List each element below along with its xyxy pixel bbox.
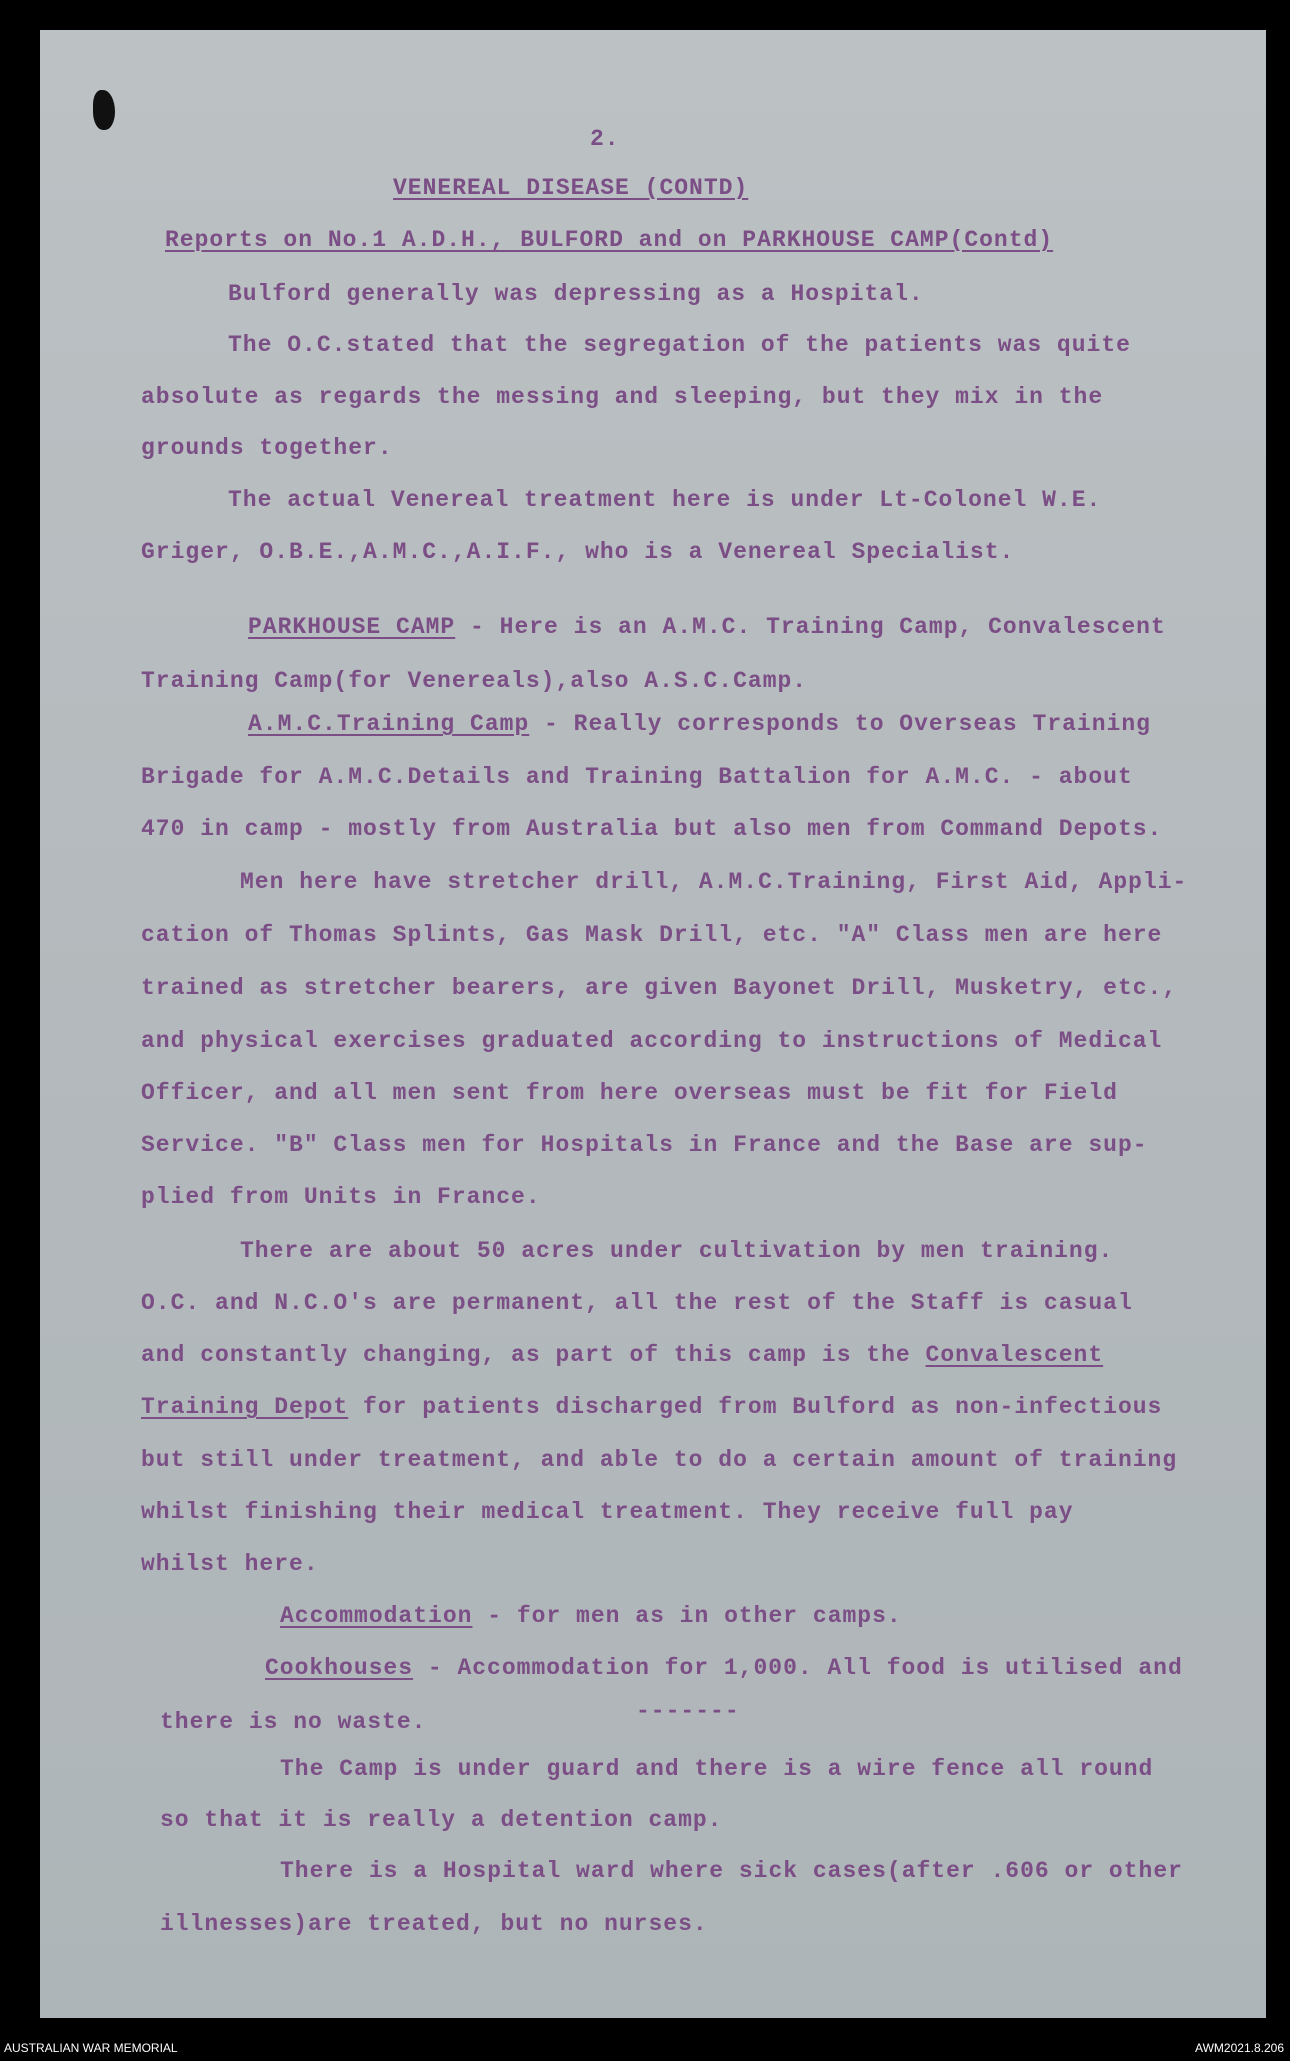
- convalescent-label: Convalescent: [925, 1342, 1104, 1368]
- para-line: Bulford generally was depressing as a Hospital.: [228, 281, 924, 307]
- para-line: there is no waste.: [160, 1709, 427, 1735]
- para-line: absolute as regards the messing and sleeping, but they mix in the: [141, 384, 1104, 410]
- para-line: Officer, and all men sent from here overseas must be fit for Field: [141, 1080, 1118, 1106]
- para-line: but still under treatment, and able to do a certain amount of training: [141, 1447, 1178, 1473]
- para-line: trained as stretcher bearers, are given Bayonet Drill, Musketry, etc.,: [141, 975, 1178, 1001]
- convalescent-line: and constantly changing, as part of this camp is the Convalescent: [141, 1342, 1104, 1368]
- para-line: whilst finishing their medical treatment. They receive full pay: [141, 1499, 1074, 1525]
- para-line: Griger, O.B.E.,A.M.C.,A.I.F., who is a Venereal Specialist.: [141, 539, 1015, 565]
- accommodation-label: Accommodation: [280, 1603, 473, 1629]
- para-line: whilst here.: [141, 1551, 319, 1577]
- para-line: 470 in camp - mostly from Australia but also men from Command Depots.: [141, 816, 1163, 842]
- section-heading: VENEREAL DISEASE (CONTD): [393, 175, 749, 201]
- para-line: Brigade for A.M.C.Details and Training Battalion for A.M.C. - about: [141, 764, 1133, 790]
- amc-line: A.M.C.Training Camp - Really corresponds to Overseas Training: [248, 711, 1151, 737]
- punch-hole: [93, 90, 115, 130]
- para-line: plied from Units in France.: [141, 1184, 541, 1210]
- footer-reference: AWM2021.8.206: [1195, 2041, 1284, 2055]
- parkhouse-label: PARKHOUSE CAMP: [248, 614, 456, 640]
- para-line: and physical exercises graduated according to instructions of Medical: [141, 1028, 1163, 1054]
- accommodation-line: Accommodation - for men as in other camps.: [280, 1603, 902, 1629]
- para-line: Service. "B" Class men for Hospitals in France and the Base are sup-: [141, 1132, 1148, 1158]
- para-line: Training Camp(for Venereals),also A.S.C.Camp.: [141, 668, 808, 694]
- para-line: The actual Venereal treatment here is under Lt-Colonel W.E.: [228, 487, 1102, 513]
- para-line: Men here have stretcher drill, A.M.C.Training, First Aid, Appli-: [240, 869, 1188, 895]
- para-line: The Camp is under guard and there is a wire fence all round: [280, 1756, 1154, 1782]
- parkhouse-line: PARKHOUSE CAMP - Here is an A.M.C. Training Camp, Convalescent: [248, 614, 1166, 640]
- dash-separator: -------: [636, 1698, 740, 1724]
- cookhouses-line: Cookhouses - Accommodation for 1,000. All food is utilised and: [265, 1655, 1183, 1681]
- para-line: The O.C.stated that the segregation of the patients was quite: [228, 332, 1131, 358]
- para-line: grounds together.: [141, 435, 393, 461]
- training-depot-label: Training Depot: [141, 1394, 349, 1420]
- amc-label: A.M.C.Training Camp: [248, 711, 530, 737]
- para-line: O.C. and N.C.O's are permanent, all the rest of the Staff is casual: [141, 1290, 1133, 1316]
- training-depot-line: Training Depot for patients discharged from Bulford as non-infectious: [141, 1394, 1163, 1420]
- footer-source: AUSTRALIAN WAR MEMORIAL: [4, 2041, 178, 2055]
- para-line: illnesses)are treated, but no nurses.: [160, 1911, 708, 1937]
- cookhouses-label: Cookhouses: [265, 1655, 414, 1681]
- para-line: cation of Thomas Splints, Gas Mask Drill, etc. "A" Class men are here: [141, 922, 1163, 948]
- para-line: There are about 50 acres under cultivation by men training.: [240, 1238, 1114, 1264]
- para-line: so that it is really a detention camp.: [160, 1807, 723, 1833]
- page-number: 2.: [590, 126, 620, 152]
- para-line: There is a Hospital ward where sick cases(after .606 or other: [280, 1858, 1183, 1884]
- subheading: Reports on No.1 A.D.H., BULFORD and on PARKHOUSE CAMP(Contd): [165, 227, 1054, 253]
